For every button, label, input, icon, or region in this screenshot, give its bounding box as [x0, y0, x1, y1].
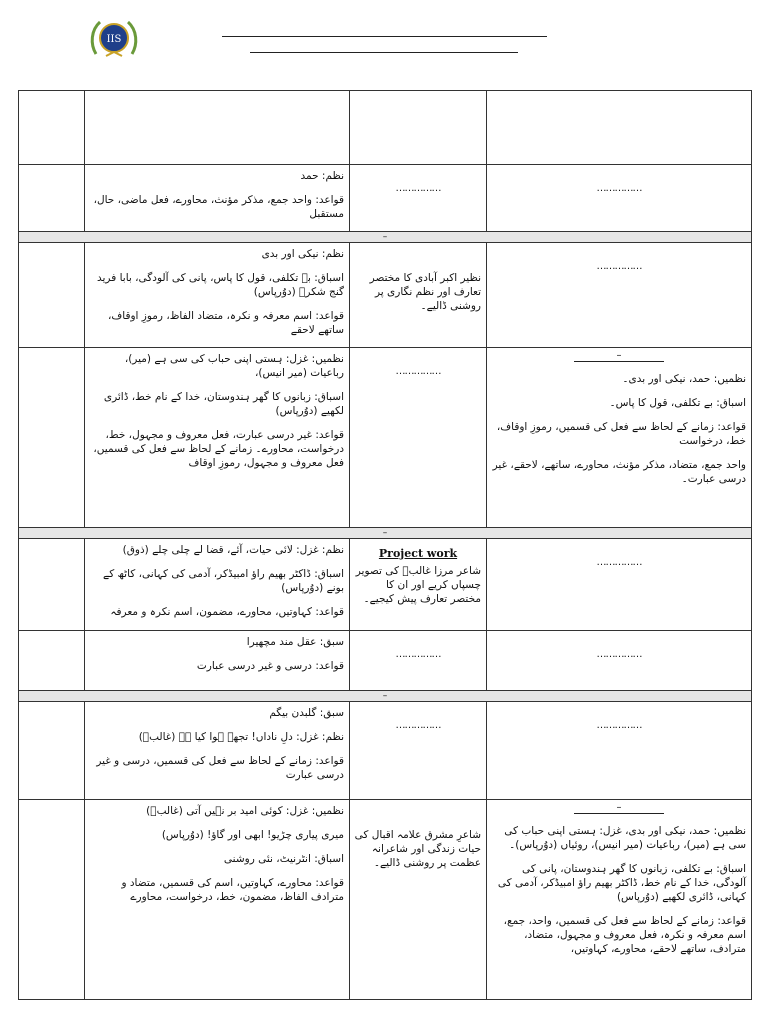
- project-work-title: Project work: [378, 547, 458, 560]
- content-line: نظمیں: غزل: کوئی امید بر نہیں آتی (غالبؔ): [146, 805, 344, 817]
- placeholder-dots: ……………: [395, 649, 441, 660]
- activity-text: نظیر اکبر آبادی کا مختصر تعارف اور نظم نگاری پر روشنی ڈالیے۔: [369, 272, 481, 312]
- activity-cell: [350, 243, 487, 348]
- assessment-line: اسباق: بے تکلفی، قول کا پاس۔: [609, 397, 746, 409]
- content-line: قواعد: زمانے کے لحاظ سے فعل کی قسمیں، درسی و غیر درسی عبارت: [96, 755, 344, 781]
- activity-text: شاعر مرزا غالبؔ کی تصویر چسپاں کریے اور ان کا مختصر تعارف پیش کیجیے۔: [355, 565, 481, 605]
- content-text: [85, 631, 349, 673]
- content-text: [85, 165, 349, 221]
- activity-cell: [350, 539, 487, 631]
- content-line: قواعد: درسی و غیر درسی عبارت: [196, 660, 344, 672]
- title-line-2: [250, 52, 518, 53]
- header-cell: [85, 91, 350, 165]
- activity-cell: [350, 800, 487, 1000]
- table-row: [19, 243, 752, 348]
- content-text: [85, 348, 349, 470]
- assessment-line: نظمیں: حمد، نیکی اور بدی۔: [622, 373, 746, 385]
- table-row: [19, 165, 752, 232]
- header-cell: [487, 91, 752, 165]
- table-row: [19, 631, 752, 691]
- content-text: [85, 243, 349, 337]
- assessment-mark: –: [616, 802, 622, 813]
- date-cell: [19, 539, 85, 631]
- placeholder-dots: ……………: [596, 183, 642, 194]
- assessment-cell: [487, 631, 752, 691]
- activity-cell: [350, 702, 487, 800]
- underline: [574, 813, 664, 814]
- content-text: [85, 702, 349, 782]
- content-line: قواعد: کہاوتیں، محاورے، مضمون، اسم نکرہ و معرفہ: [110, 606, 344, 618]
- separator-row: [19, 691, 752, 702]
- placeholder-dots: ……………: [596, 649, 642, 660]
- content-text: [85, 539, 349, 619]
- assessment-cell: [487, 165, 752, 232]
- assessment-line: قواعد: زمانے کے لحاظ سے فعل کی قسمیں، رموزِ اوقاف، خط، درخواست: [496, 421, 746, 447]
- content-line: قواعد: محاورے، کہاوتیں، اسم کی قسمیں، متضاد و مترادف الفاظ، مضمون، خط، درخواست، محاورے: [121, 877, 344, 903]
- separator-cell: –: [19, 232, 752, 243]
- content-line: سبق: گلبدن بیگم: [269, 707, 344, 719]
- content-line: سبق: عقل مند مچھیرا: [246, 636, 344, 648]
- placeholder-dots: ……………: [395, 720, 441, 731]
- date-cell: [19, 165, 85, 232]
- content-line: نظم: نیکی اور بدی: [261, 248, 344, 260]
- activity-cell: [350, 631, 487, 691]
- separator-cell: –: [19, 528, 752, 539]
- assessment-text: [487, 824, 751, 956]
- content-line: قواعد: اسم معرفہ و نکرہ، متضاد الفاظ، رموزِ اوقاف، ساتھے لاحقے: [107, 310, 344, 336]
- placeholder-dots: ……………: [395, 183, 441, 194]
- content-cell: [85, 539, 350, 631]
- content-line: اسباق: بے تکلفی، قول کا پاس، پانی کی آلودگی، بابا فرید گنج شکرؒ (دوُرپاس): [96, 272, 344, 298]
- content-cell: [85, 348, 350, 528]
- activity-cell: [350, 165, 487, 232]
- content-text: [85, 800, 349, 904]
- content-line: قواعد: غیر درسی عبارت، فعل معروف و مجہول، خط، درخواست، محاورے۔ زمانے کے لحاظ سے فعل کی قسمیں، فعل معروف و مجہول، رموزِ اوقاف: [93, 429, 344, 469]
- assessment-line: نظمیں: حمد، نیکی اور بدی، غزل: ہستی اپنی حباب کی سی ہے (میر)، رباعیات (میر انیس)، روئیاں (دوُرپاس)۔: [504, 825, 746, 851]
- content-line: نظم: غزل: لائی حیات، آئے، قضا لے چلی چلے (ذوق): [122, 544, 344, 556]
- separator-row: [19, 232, 752, 243]
- activity-cell: [350, 348, 487, 528]
- underline: [574, 361, 664, 362]
- placeholder-dots: ……………: [596, 720, 642, 731]
- table-row: [19, 91, 752, 165]
- school-logo: [88, 16, 140, 64]
- content-cell: [85, 800, 350, 1000]
- date-cell: [19, 702, 85, 800]
- assessment-text: [487, 372, 751, 486]
- date-cell: [19, 800, 85, 1000]
- syllabus-table: [18, 90, 752, 1000]
- assessment-line: اسباق: بے تکلفی، زبانوں کا گھر ہندوستان، پانی کی آلودگی، خدا کے نام خط، ڈاکٹر بھیم راؤ امبیڈکر، آدمی کی کہانی، ڈائری لکھیے (دوُرپاس): [497, 863, 746, 903]
- date-cell: [19, 348, 85, 528]
- content-line: نظم: حمد: [300, 170, 344, 182]
- separator-cell: –: [19, 691, 752, 702]
- table-row: [19, 348, 752, 528]
- assessment-cell: [487, 348, 752, 528]
- assessment-cell: [487, 702, 752, 800]
- placeholder-dots: ……………: [596, 261, 642, 272]
- svg-text:IIS: IIS: [106, 34, 122, 45]
- assessment-line: واحد جمع، متضاد، مذکر مؤنث، محاورے، ساتھے، لاحقے، غیر درسی عبارت۔: [492, 459, 746, 485]
- date-cell: [19, 631, 85, 691]
- content-line: میری پیاری چڑیو! ابھی اور گاؤ! (دوُرپاس): [161, 829, 344, 841]
- assessment-cell: [487, 243, 752, 348]
- placeholder-dots: ……………: [395, 366, 441, 377]
- content-cell: [85, 631, 350, 691]
- content-cell: [85, 243, 350, 348]
- date-cell: [19, 243, 85, 348]
- assessment-cell: [487, 539, 752, 631]
- content-line: اسباق: ڈاکٹر بھیم راؤ امبیڈکر، آدمی کی کہانی، کاٹھ کے بونے (دوُرپاس): [103, 568, 344, 594]
- title-line-1: [222, 36, 547, 37]
- header-cell: [350, 91, 487, 165]
- assessment-line: قواعد: زمانے کے لحاظ سے فعل کی قسمیں، واحد، جمع، اسم معرفہ و نکرہ، فعل معروف و مجہول، متضاد، مترادف، ساتھے لاحقے، محاورے، کہاوتیں،: [503, 915, 746, 955]
- content-cell: [85, 702, 350, 800]
- activity-text: شاعرِ مشرق علامہ اقبال کی حیات زندگی اور شاعرانہ عظمت پر روشنی ڈالیے۔: [354, 829, 481, 869]
- header-cell: [19, 91, 85, 165]
- content-line: نظم: غزل: دلِ ناداں! تجھے ہوا کیا ہے (غالبؔ): [138, 731, 344, 743]
- table-row: [19, 800, 752, 1000]
- content-cell: [85, 165, 350, 232]
- placeholder-dots: ……………: [596, 557, 642, 568]
- content-line: قواعد: واحد جمع، مذکر مؤنث، محاورے، فعل ماضی، حال، مستقبل: [93, 194, 344, 220]
- assessment-cell: [487, 800, 752, 1000]
- table-row: [19, 702, 752, 800]
- separator-row: [19, 528, 752, 539]
- table-row: [19, 539, 752, 631]
- content-line: اسباق: انٹرنیٹ، نئی روشنی: [223, 853, 344, 865]
- content-line: اسباق: زبانوں کا گھر ہندوستان، خدا کے نام خط، ڈائری لکھیے (دوُرپاس): [103, 391, 344, 417]
- content-line: نظمیں: غزل: ہستی اپنی حباب کی سی ہے (میر)، رباعیات (میر انیس)،: [124, 353, 344, 379]
- assessment-mark: –: [616, 350, 622, 361]
